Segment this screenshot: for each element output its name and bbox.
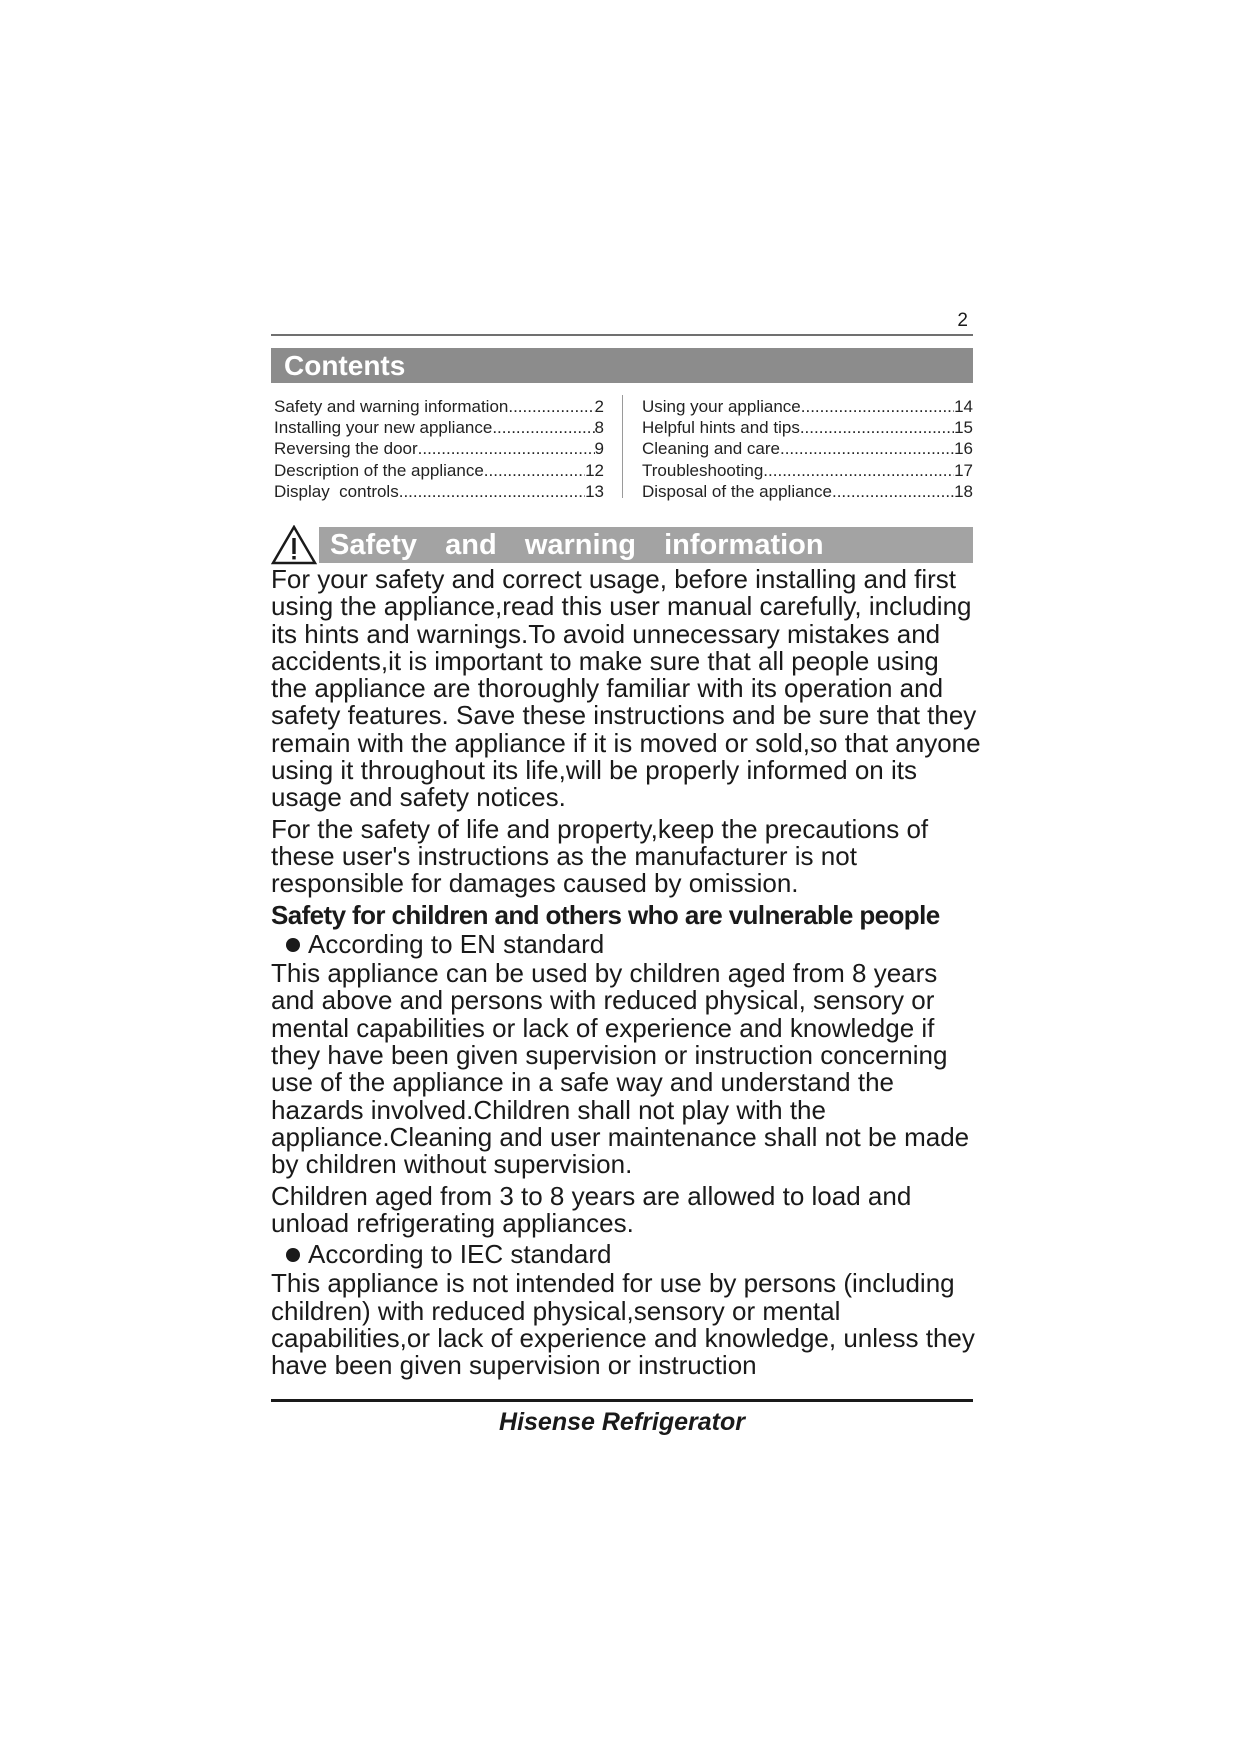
page-number: 2 [957, 310, 968, 331]
toc-entry[interactable]: Cleaning and care ..... 16 [642, 438, 973, 459]
contents-heading: Contents [271, 348, 973, 383]
iec-standard-paragraph: This appliance is not intended for use by persons (including children) with reduced physical,sensory or mental capabilities,or lack of experience and knowledge, unless they have been given supervision or instruction [271, 1268, 975, 1381]
bullet-dot-icon [286, 938, 300, 952]
toc-left-column [274, 396, 604, 502]
bullet-dot-icon [286, 1248, 300, 1262]
children-loading-paragraph: Children aged from 3 to 8 years are allowed to load and unload refrigerating appliances. [271, 1180, 912, 1238]
toc-column-divider [622, 395, 623, 498]
toc-entry[interactable]: Troubleshooting ..... 17 [642, 460, 973, 481]
brand-footer: Hisense Refrigerator [499, 1408, 745, 1436]
liability-paragraph: For the safety of life and property,keep the precautions of these user's instructions as the manufacturer is not responsible for damages caused by omission. [271, 813, 929, 899]
warning-triangle-icon [271, 525, 317, 565]
iec-standard-bullet: According to IEC standard [271, 1241, 981, 1268]
toc-entry[interactable]: Using your appliance ..... 14 [642, 396, 973, 417]
safety-heading: Safety and warning information [319, 527, 973, 563]
toc-right-column [642, 396, 973, 502]
toc-entry[interactable]: Helpful hints and tips ..... 15 [642, 417, 973, 438]
footer-rule [271, 1399, 973, 1402]
children-safety-subheading: Safety for children and others who are vulnerable people [271, 899, 940, 930]
header-rule [271, 334, 973, 336]
en-standard-paragraph: This appliance can be used by children aged from 8 years and above and persons with reduced physical, sensory or mental capabilities or lack of experience and knowledge if they have been given supervision or instruction concerning use of the appliance in a safe way and understand the hazards involved.Children shall not play with the appliance.Cleaning and user maintenance shall not be made by children without supervision. [271, 958, 970, 1180]
toc-entry[interactable]: Reversing the door ..... 9 [274, 438, 604, 459]
en-standard-bullet: According to EN standard [271, 931, 981, 958]
toc-entry[interactable]: Description of the appliance ..... 12 [274, 460, 604, 481]
toc-entry[interactable]: Disposal of the appliance ..... 18 [642, 481, 973, 502]
safety-body [271, 566, 981, 1384]
toc-entry[interactable]: Safety and warning information ..... 2 [274, 396, 604, 417]
toc-entry[interactable]: Display controls ..... 13 [274, 481, 604, 502]
toc-entry[interactable]: Installing your new appliance ..... 8 [274, 417, 604, 438]
intro-paragraph: For your safety and correct usage, before installing and first using the appliance,read this user manual carefully, including its hints and warnings.To avoid unnecessary mistakes and accidents,it is important to make sure that all people using the appliance are thoroughly familiar with its operation and safety features. Save these instructions and be sure that they remain with the appliance if it is moved or sold,so that anyone using it throughout its life,will be properly informed on its usage and safety notices. [271, 564, 981, 813]
